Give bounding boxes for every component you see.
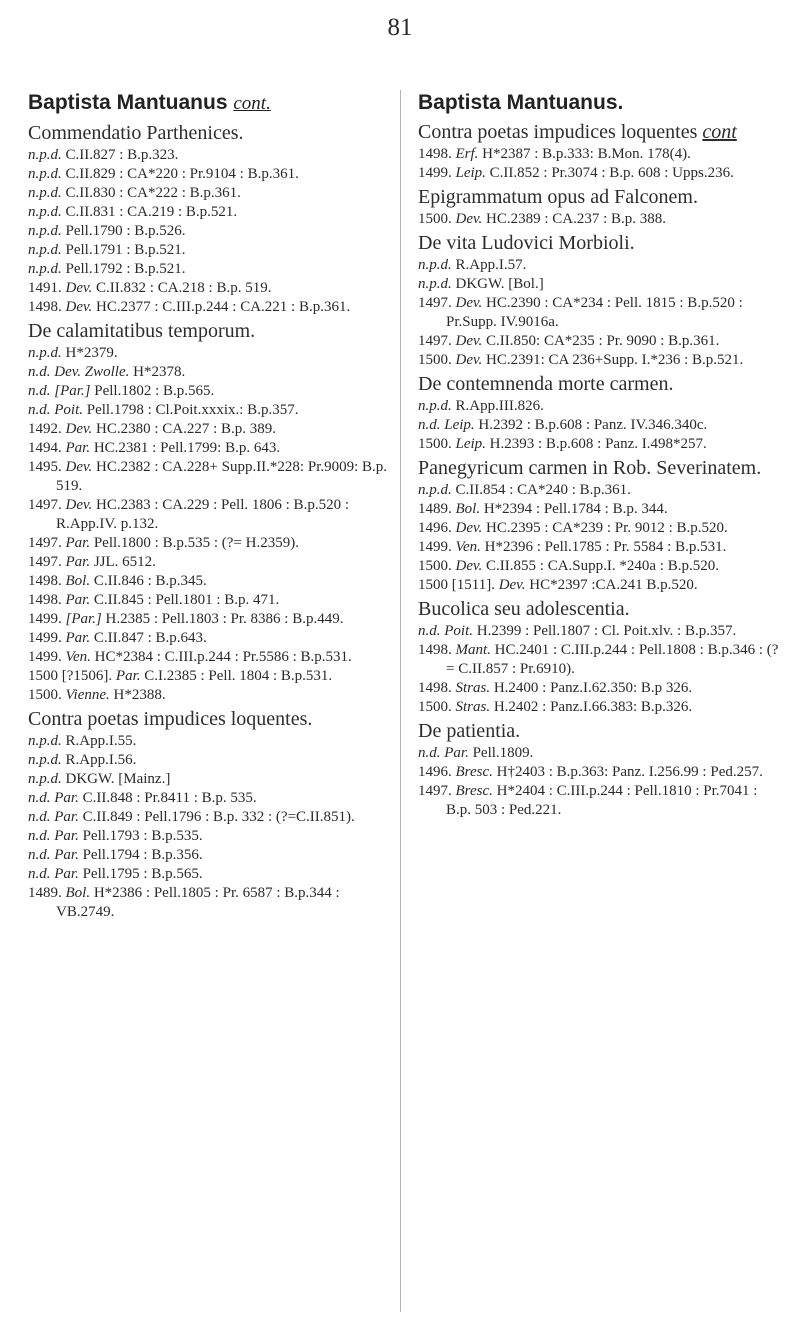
edition-references: HC.2380 : CA.227 : B.p. 389. (96, 421, 277, 437)
edition-place: Bol. (65, 885, 91, 901)
edition-references: C.II.845 : Pell.1801 : B.p. 471. (93, 592, 280, 608)
edition-place: n.d. Par. (28, 866, 79, 882)
edition-references: Pell.1802 : B.p.565. (94, 383, 215, 399)
work-title-text: Panegyricum carmen in Rob. Severinatem. (418, 457, 762, 479)
edition-entry (418, 294, 782, 332)
edition-entry (418, 519, 782, 538)
edition-references: H.2385 : Pell.1803 : Pr. 8386 : B.p.449. (105, 611, 344, 627)
author-name: Baptista Mantuanus. (418, 91, 624, 114)
edition-references: DKGW. [Mainz.] (65, 771, 171, 787)
edition-place: n.d. Poit. (418, 623, 473, 639)
edition-place: n.d. Dev. Zwolle. (28, 364, 130, 380)
page-number: 81 (387, 14, 413, 41)
edition-entry (28, 732, 388, 751)
edition-entry (28, 808, 388, 827)
edition-entry (418, 538, 782, 557)
edition-date: 1500. (418, 211, 452, 227)
edition-place: n.p.d. (28, 185, 62, 201)
edition-entry (28, 222, 388, 241)
edition-place: Stras. (455, 680, 491, 696)
edition-date: 1500. (418, 352, 452, 368)
edition-date: 1498. (28, 592, 62, 608)
edition-date: 1496. (418, 520, 452, 536)
edition-entry (28, 203, 388, 222)
edition-references: H.2400 : Panz.I.62.350: B.p 326. (493, 680, 693, 696)
work-title (418, 456, 782, 480)
edition-entry (28, 439, 388, 458)
edition-entry (28, 165, 388, 184)
work-title (418, 719, 782, 743)
edition-references: C.II.846 : B.p.345. (93, 573, 207, 589)
edition-place: n.p.d. (28, 223, 62, 239)
edition-date: 1494. (28, 440, 62, 456)
edition-date: 1500. (418, 699, 452, 715)
edition-entry (28, 629, 388, 648)
work-title-text: Epigrammatum opus ad Falconem. (418, 186, 698, 208)
work-title-text: Contra poetas impudices loquentes (418, 121, 698, 143)
edition-references: R.App.I.57. (455, 257, 527, 273)
edition-entry (28, 298, 388, 317)
edition-date: 1498. (418, 642, 452, 658)
edition-place: Ven. (455, 539, 481, 555)
edition-date: 1497. (28, 535, 62, 551)
edition-date: 1499. (28, 630, 62, 646)
author-heading (28, 90, 388, 117)
edition-place: n.p.d. (28, 771, 62, 787)
edition-date: 1498. (28, 299, 62, 315)
edition-place: Dev. (455, 333, 483, 349)
edition-place: Dev. (65, 280, 93, 296)
edition-place: n.d. Poit. (28, 402, 83, 418)
work-title (418, 372, 782, 396)
edition-place: Ven. (65, 649, 91, 665)
edition-entry (28, 260, 388, 279)
edition-references: C.II.831 : CA.219 : B.p.521. (65, 204, 238, 220)
edition-place: Par. (65, 630, 91, 646)
edition-place: n.d. Leip. (418, 417, 475, 433)
edition-references: Pell.1792 : B.p.521. (65, 261, 186, 277)
edition-references: HC.2401 : C.III.p.244 : Pell.1808 : B.p.346 : (?= C.II.857 : Pr.6910). (446, 642, 779, 677)
edition-place: n.d. Par. (28, 828, 79, 844)
edition-entry (418, 332, 782, 351)
edition-place: Dev. (455, 295, 483, 311)
edition-date: 1489. (28, 885, 62, 901)
edition-references: C.II.847 : B.p.643. (93, 630, 207, 646)
edition-references: H*2404 : C.III.p.244 : Pell.1810 : Pr.7041 : B.p. 503 : Ped.221. (446, 783, 758, 818)
edition-entry (28, 382, 388, 401)
edition-references: HC.2395 : CA*239 : Pr. 9012 : B.p.520. (486, 520, 728, 536)
work-title-text: Contra poetas impudices loquentes. (28, 708, 313, 730)
edition-references: H*2386 : Pell.1805 : Pr. 6587 : B.p.344 : VB.2749. (56, 885, 340, 920)
work-title-text: De calamitatibus temporum. (28, 320, 256, 342)
edition-entry (28, 789, 388, 808)
edition-place: Bresc. (455, 783, 493, 799)
edition-place: n.d. Par. (418, 745, 469, 761)
edition-references: HC.2390 : CA*234 : Pell. 1815 : B.p.520 : Pr.Supp. IV.9016a. (446, 295, 743, 330)
edition-date: 1499. (418, 539, 452, 555)
edition-place: n.p.d. (418, 257, 452, 273)
edition-entry (28, 827, 388, 846)
edition-place: n.p.d. (28, 752, 62, 768)
edition-date: 1497. (28, 497, 62, 513)
edition-references: H†2403 : B.p.363: Panz. I.256.99 : Ped.257. (496, 764, 763, 780)
edition-entry (418, 256, 782, 275)
edition-entry (28, 344, 388, 363)
edition-entry (418, 145, 782, 164)
edition-entry (28, 420, 388, 439)
edition-entry (28, 884, 388, 922)
work-title-text: Commendatio Parthenices. (28, 122, 244, 144)
edition-date: 1500. (418, 558, 452, 574)
edition-references: H.2399 : Pell.1807 : Cl. Poit.xlv. : B.p.357. (476, 623, 737, 639)
edition-entry (418, 641, 782, 679)
edition-place: n.p.d. (28, 147, 62, 163)
edition-references: C.II.848 : Pr.8411 : B.p. 535. (82, 790, 257, 806)
edition-references: JJL. 6512. (93, 554, 156, 570)
edition-entry (418, 435, 782, 454)
edition-references: Pell.1798 : Cl.Poit.xxxix.: B.p.357. (86, 402, 299, 418)
edition-entry (418, 500, 782, 519)
edition-entry (418, 576, 782, 595)
edition-references: HC*2397 :CA.241 B.p.520. (529, 577, 698, 593)
edition-place: Bol. (65, 573, 91, 589)
edition-date: 1500 [?1506]. (28, 668, 113, 684)
edition-entry (28, 458, 388, 496)
work-title-text: De vita Ludovici Morbioli. (418, 232, 635, 254)
edition-entry (418, 164, 782, 183)
edition-date: 1497. (418, 333, 452, 349)
edition-date: 1492. (28, 421, 62, 437)
edition-entry (28, 648, 388, 667)
work-title (28, 121, 388, 145)
edition-references: H*2378. (133, 364, 186, 380)
edition-place: n.p.d. (418, 276, 452, 292)
edition-place: n.p.d. (28, 261, 62, 277)
work-title-text: De patientia. (418, 720, 521, 742)
edition-entry (418, 698, 782, 717)
edition-references: C.I.2385 : Pell. 1804 : B.p.531. (144, 668, 333, 684)
edition-place: n.d. Par. (28, 790, 79, 806)
edition-references: HC.2377 : C.III.p.244 : CA.221 : B.p.361. (96, 299, 351, 315)
edition-references: Pell.1795 : B.p.565. (82, 866, 203, 882)
edition-entry (28, 363, 388, 382)
edition-references: R.App.I.56. (65, 752, 137, 768)
work-title (418, 185, 782, 209)
edition-references: HC.2381 : Pell.1799: B.p. 643. (93, 440, 281, 456)
edition-references: C.II.854 : CA*240 : B.p.361. (455, 482, 631, 498)
edition-references: C.II.832 : CA.218 : B.p. 519. (96, 280, 272, 296)
edition-entry (418, 275, 782, 294)
edition-references: C.II.852 : Pr.3074 : B.p. 608 : Upps.236. (489, 165, 734, 181)
edition-references: Pell.1800 : B.p.535 : (?= H.2359). (93, 535, 299, 551)
edition-references: R.App.III.826. (455, 398, 544, 414)
edition-place: n.p.d. (28, 733, 62, 749)
edition-entry (28, 846, 388, 865)
edition-entry (28, 686, 388, 705)
edition-place: Par. (65, 592, 91, 608)
edition-entry (28, 667, 388, 686)
edition-place: Stras. (455, 699, 491, 715)
edition-entry (28, 184, 388, 203)
edition-place: n.p.d. (418, 398, 452, 414)
edition-entry (28, 401, 388, 420)
edition-place: Dev. (455, 352, 483, 368)
edition-references: H*2388. (113, 687, 166, 703)
edition-place: Dev. (65, 421, 93, 437)
edition-entry (418, 744, 782, 763)
edition-entry (418, 557, 782, 576)
edition-place: n.d. [Par.] (28, 383, 91, 399)
edition-place: Par. (115, 668, 141, 684)
edition-place: Dev. (455, 211, 483, 227)
edition-entry (418, 679, 782, 698)
edition-date: 1498. (418, 680, 452, 696)
edition-entry (28, 591, 388, 610)
edition-entry (28, 279, 388, 298)
edition-references: C.II.849 : Pell.1796 : B.p. 332 : (?=C.II.851). (82, 809, 355, 825)
edition-place: Mant. (455, 642, 491, 658)
edition-place: Leip. (455, 165, 486, 181)
work-title (28, 707, 388, 731)
edition-place: Par. (65, 535, 91, 551)
edition-references: HC.2383 : CA.229 : Pell. 1806 : B.p.520 : R.App.IV. p.132. (56, 497, 349, 532)
edition-place: Par. (65, 554, 91, 570)
edition-entry (418, 351, 782, 370)
edition-place: Dev. (498, 577, 526, 593)
edition-references: H*2394 : Pell.1784 : B.p. 344. (483, 501, 668, 517)
edition-references: C.II.830 : CA*222 : B.p.361. (65, 185, 241, 201)
edition-place: n.d. Par. (28, 847, 79, 863)
edition-place: Dev. (455, 558, 483, 574)
edition-references: HC*2384 : C.III.p.244 : Pr.5586 : B.p.531. (94, 649, 352, 665)
edition-place: n.p.d. (28, 242, 62, 258)
edition-place: Dev. (65, 299, 93, 315)
edition-references: HC.2382 : CA.228+ Supp.II.*228: Pr.9009: B.p. 519. (56, 459, 388, 494)
edition-date: 1497. (418, 783, 452, 799)
edition-references: C.II.850: CA*235 : Pr. 9090 : B.p.361. (486, 333, 720, 349)
edition-references: H.2392 : B.p.608 : Panz. IV.346.340c. (478, 417, 708, 433)
edition-place: Bresc. (455, 764, 493, 780)
edition-entry (418, 481, 782, 500)
edition-references: C.II.855 : CA.Supp.I. *240a : B.p.520. (486, 558, 719, 574)
edition-date: 1497. (418, 295, 452, 311)
work-title (418, 231, 782, 255)
edition-references: DKGW. [Bol.] (455, 276, 544, 292)
edition-place: Dev. (65, 459, 93, 475)
edition-place: n.p.d. (28, 204, 62, 220)
edition-place: Dev. (65, 497, 93, 513)
edition-entry (28, 751, 388, 770)
edition-references: H.2402 : Panz.I.66.383: B.p.326. (493, 699, 693, 715)
column-divider (400, 90, 401, 1312)
edition-date: 1499. (28, 649, 62, 665)
edition-date: 1498. (418, 146, 452, 162)
continued-marker: cont (702, 121, 737, 143)
author-heading (418, 90, 782, 116)
edition-references: R.App.I.55. (65, 733, 137, 749)
edition-references: C.II.829 : CA*220 : Pr.9104 : B.p.361. (65, 166, 299, 182)
work-title-text: De contemnenda morte carmen. (418, 373, 674, 395)
edition-entry (28, 241, 388, 260)
edition-place: Leip. (455, 436, 486, 452)
edition-date: 1496. (418, 764, 452, 780)
continued-marker: cont. (233, 93, 271, 114)
edition-references: Pell.1794 : B.p.356. (82, 847, 203, 863)
edition-entry (28, 553, 388, 572)
edition-references: Pell.1809. (472, 745, 534, 761)
edition-place: n.p.d. (28, 166, 62, 182)
edition-date: 1495. (28, 459, 62, 475)
edition-place: n.d. Par. (28, 809, 79, 825)
work-title (418, 597, 782, 621)
edition-entry (418, 397, 782, 416)
right-column (418, 90, 782, 820)
edition-references: Pell.1790 : B.p.526. (65, 223, 186, 239)
edition-place: [Par.] (65, 611, 102, 627)
edition-date: 1499. (418, 165, 452, 181)
edition-entry (418, 763, 782, 782)
edition-entry (418, 622, 782, 641)
edition-date: 1499. (28, 611, 62, 627)
edition-references: HC.2389 : CA.237 : B.p. 388. (486, 211, 667, 227)
edition-place: Bol. (455, 501, 481, 517)
work-title (28, 319, 388, 343)
edition-entry (28, 146, 388, 165)
edition-entry (28, 572, 388, 591)
edition-references: H*2396 : Pell.1785 : Pr. 5584 : B.p.531. (484, 539, 727, 555)
edition-date: 1497. (28, 554, 62, 570)
author-name: Baptista Mantuanus (28, 91, 228, 114)
edition-entry (28, 610, 388, 629)
edition-references: Pell.1793 : B.p.535. (82, 828, 203, 844)
edition-entry (28, 770, 388, 789)
edition-entry (418, 416, 782, 435)
edition-references: C.II.827 : B.p.323. (65, 147, 179, 163)
edition-entry (418, 782, 782, 820)
edition-entry (418, 210, 782, 229)
edition-references: H*2387 : B.p.333: B.Mon. 178(4). (482, 146, 691, 162)
edition-date: 1500. (28, 687, 62, 703)
work-title (418, 120, 782, 144)
left-column (28, 90, 388, 922)
work-title-text: Bucolica seu adolescentia. (418, 598, 630, 620)
edition-date: 1489. (418, 501, 452, 517)
edition-references: HC.2391: CA 236+Supp. I.*236 : B.p.521. (486, 352, 744, 368)
edition-place: n.p.d. (418, 482, 452, 498)
edition-entry (28, 865, 388, 884)
edition-place: Par. (65, 440, 91, 456)
edition-date: 1491. (28, 280, 62, 296)
edition-date: 1498. (28, 573, 62, 589)
edition-entry (28, 534, 388, 553)
edition-references: H*2379. (65, 345, 118, 361)
edition-place: n.p.d. (28, 345, 62, 361)
edition-place: Dev. (455, 520, 483, 536)
edition-place: Erf. (455, 146, 479, 162)
edition-entry (28, 496, 388, 534)
edition-place: Vienne. (65, 687, 110, 703)
edition-references: Pell.1791 : B.p.521. (65, 242, 186, 258)
edition-references: H.2393 : B.p.608 : Panz. I.498*257. (489, 436, 707, 452)
edition-date: 1500 [1511]. (418, 577, 495, 593)
edition-date: 1500. (418, 436, 452, 452)
